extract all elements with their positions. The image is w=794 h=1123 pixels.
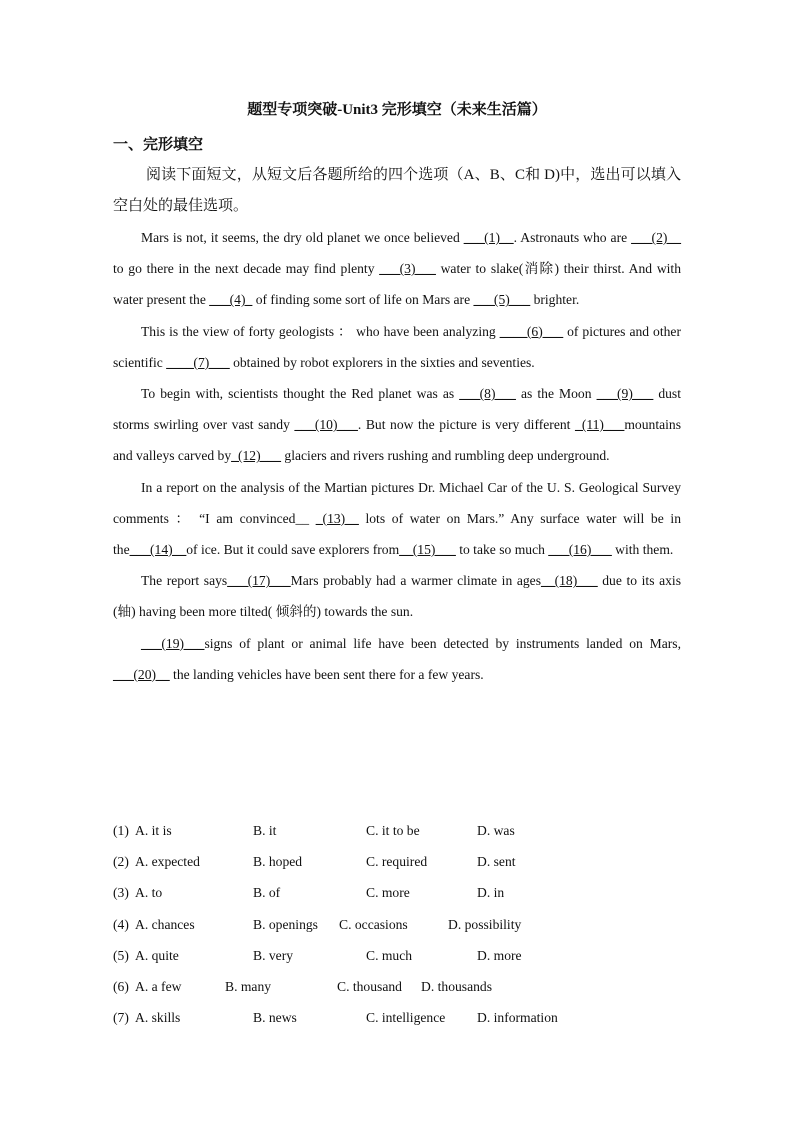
option-d[interactable]: D. in <box>477 885 505 901</box>
option-d[interactable]: D. possibility <box>448 916 522 932</box>
option-b[interactable]: B. it <box>253 823 277 838</box>
blank-1[interactable]: ___(1)__ <box>463 230 514 245</box>
option-row-7 <box>113 1002 713 1033</box>
blank-12[interactable]: _(12)___ <box>231 448 281 464</box>
passage-paragraph-2: This is the view of forty geologists ： who have been analyzing ____(6)___ of pictures and other scientific ____(7)___ obtained by robot explorers in the sixties and seventies. <box>113 323 681 370</box>
blank-9[interactable]: ___(9)___ <box>596 386 654 402</box>
blank-8[interactable]: ___(8)___ <box>459 386 516 402</box>
blank-6[interactable]: ____(6)___ <box>499 323 564 339</box>
option-number: (2) <box>113 854 129 870</box>
option-b[interactable]: B. openings <box>253 916 318 932</box>
blank-7[interactable]: ____(7)___ <box>166 354 230 370</box>
blank-4[interactable]: ___(4)_ <box>209 292 253 308</box>
blank-15[interactable]: __(15)___ <box>399 542 456 558</box>
option-number: (6) <box>113 978 129 994</box>
option-c[interactable]: C. intelligence <box>366 1010 446 1026</box>
option-c[interactable]: C. required <box>366 854 428 870</box>
option-b[interactable]: B. of <box>253 885 281 901</box>
blank-2[interactable]: ___(2)__ <box>631 230 681 245</box>
option-b[interactable]: B. very <box>253 947 294 963</box>
option-c[interactable]: C. thousand <box>337 978 402 994</box>
option-row-2 <box>113 846 713 877</box>
blank-14[interactable]: ___(14)__ <box>129 542 187 558</box>
option-c[interactable]: C. much <box>366 947 413 963</box>
blank-10[interactable]: ___(10)___ <box>294 417 358 433</box>
option-row-1 <box>113 815 713 846</box>
option-b[interactable]: B. news <box>253 1010 297 1026</box>
option-number: (7) <box>113 1010 129 1026</box>
option-d[interactable]: D. sent <box>477 854 516 870</box>
blank-19[interactable]: ___(19)___ <box>141 635 205 651</box>
option-number: (5) <box>113 947 129 963</box>
option-b[interactable]: B. hoped <box>253 854 303 870</box>
blank-5[interactable]: ___(5)___ <box>473 292 531 308</box>
option-row-5 <box>113 940 713 971</box>
page-title: 题型专项突破-Unit3 完形填空（未来生活篇） <box>247 102 547 118</box>
blank-11[interactable]: _(11)___ <box>575 417 625 433</box>
option-d[interactable]: D. more <box>477 947 522 963</box>
option-c[interactable]: C. more <box>366 885 410 901</box>
passage-paragraph-3: To begin with, scientists thought the Red planet was as ___(8)___ as the Moon ___(9)___ dust storms swirling over vast sandy ___(10)___. But now the picture is very different _(11)___mountains and valleys carved by_(12)___ glaciers and rivers rushing and rumbling deep underground. <box>113 386 681 464</box>
option-row-4 <box>113 909 713 940</box>
option-number: (1) <box>113 823 129 838</box>
passage-paragraph-1: Mars is not, it seems, the dry old planet we once believed ___(1)__. Astronauts who are ___(2)__ to go there in the next decade may find plenty ___(3)___ water to slake(消除) their thirst. And with water present the ___(4)_ of finding some sort of life on Mars are ___(5)___ brighter. <box>113 230 681 308</box>
option-d[interactable]: D. was <box>477 823 515 838</box>
blank-3[interactable]: ___(3)___ <box>379 261 436 277</box>
option-d[interactable]: D. thousands <box>421 978 492 994</box>
blank-18[interactable]: __(18)___ <box>541 573 598 589</box>
passage <box>113 222 681 690</box>
option-a[interactable]: A. to <box>135 885 163 901</box>
options-list <box>113 815 713 1033</box>
option-b[interactable]: B. many <box>225 978 272 994</box>
blank-17[interactable]: ___(17)___ <box>227 573 291 589</box>
blank-20[interactable]: ___(20)__ <box>113 666 170 682</box>
blank-16[interactable]: ___(16)___ <box>548 542 612 558</box>
option-a[interactable]: A. it is <box>135 823 172 838</box>
option-c[interactable]: C. occasions <box>339 916 408 932</box>
section-heading: 一、完形填空 <box>113 137 204 153</box>
passage-paragraph-5: The report says___(17)___Mars probably had a warmer climate in ages__(18)___ due to its axis (轴) having been more tilted( 倾斜的) towards the sun. <box>113 573 681 620</box>
instructions: 阅读下面短文，从短文后各题所给的四个选项（A、B、C和 D)中，选出可以填入空白处的最佳选项。 <box>113 167 681 214</box>
option-row-6 <box>113 971 713 1002</box>
option-a[interactable]: A. a few <box>135 978 182 994</box>
option-row-3 <box>113 877 713 908</box>
passage-paragraph-4: In a report on the analysis of the Martian pictures Dr. Michael Car of the U. S. Geological Survey comments ： “I am convinced__ _(13)__ lots of water on Mars.” Any surface water will be in the___(14)__of ice. But it could save explorers from__(15)___ to take so much ___(16)___ with them. <box>113 479 681 558</box>
option-a[interactable]: A. quite <box>135 947 179 963</box>
option-c[interactable]: C. it to be <box>366 823 420 838</box>
option-number: (3) <box>113 885 129 901</box>
option-a[interactable]: A. chances <box>135 916 195 932</box>
passage-paragraph-6: ___(19)___signs of plant or animal life have been detected by instruments landed on Mars, ___(20)__ the landing vehicles have been sent there for a few years. <box>113 635 681 682</box>
option-a[interactable]: A. expected <box>135 854 200 870</box>
option-d[interactable]: D. information <box>477 1010 558 1026</box>
option-a[interactable]: A. skills <box>135 1010 181 1026</box>
option-number: (4) <box>113 916 129 932</box>
blank-13[interactable]: _(13)__ <box>315 510 359 526</box>
